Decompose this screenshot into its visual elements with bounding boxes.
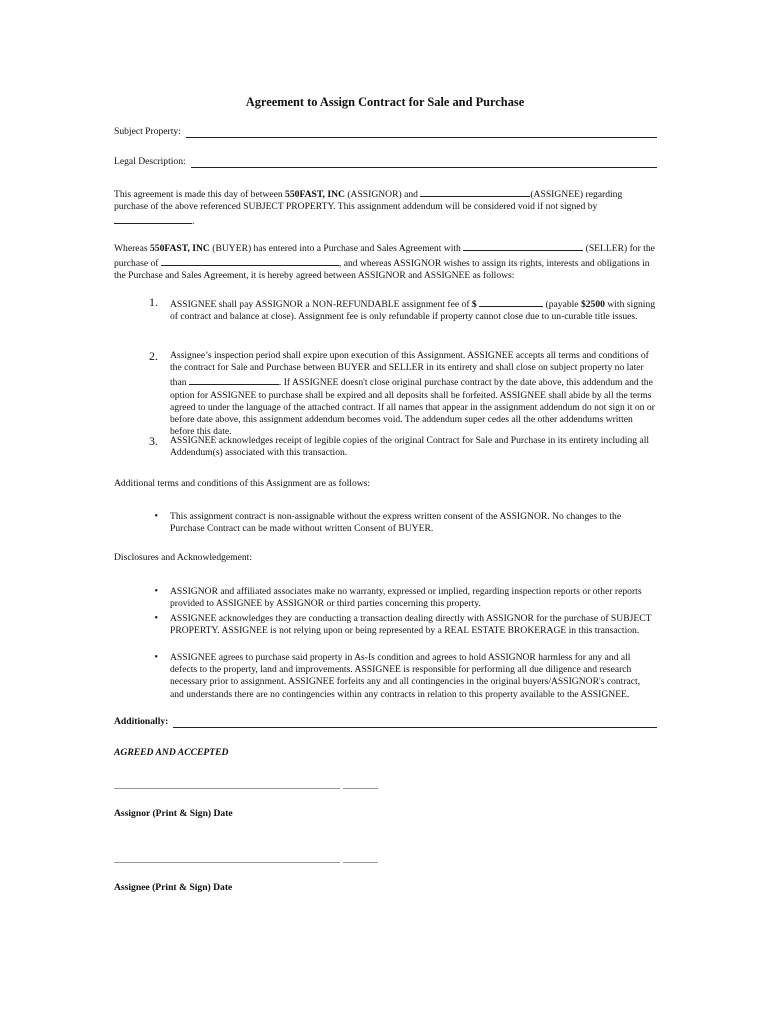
company-name: 550FAST, INC <box>149 243 210 254</box>
agreed-accepted-heading: AGREED AND ACCEPTED <box>114 747 229 758</box>
assignor-date-line[interactable] <box>343 788 378 789</box>
subject-property-field[interactable] <box>114 126 657 138</box>
item-number: 2. <box>149 349 158 363</box>
bullet-icon: • <box>154 511 158 522</box>
assignee-name-blank[interactable] <box>420 186 530 197</box>
additional-terms-heading: Additional terms and conditions of this Assignment are as follows: <box>114 478 371 489</box>
item-number: 1. <box>149 295 158 309</box>
sign-by-date-blank[interactable] <box>114 213 192 224</box>
legal-description-field[interactable] <box>114 156 657 168</box>
term-item-2: 2. Assignee’s inspection period shall expire upon execution of this Assignment. ASSIGNEE accepts all terms and conditions of the contract for Sale and Purchase between BUYER and SELLER in its entirety and shall close on subject property no later than . If ASSIGNEE doesn't close original purchase contract by the date above, this addendum and the option for ASSIGNEE to purchase shall be expired and all deposits shall be forfeited. ASSIGNEE shall abide by all the terms agreed to under the language of the attached contract. If all names that appear in the assignment addendum do not sign it on or before date above, this assignment addendum becomes void. The addendum super cedes all the other addendums written before this date. <box>114 350 656 438</box>
document-title: Agreement to Assign Contract for Sale and Purchase <box>245 95 525 109</box>
bullet-icon: • <box>154 652 158 663</box>
disclosures-heading: Disclosures and Acknowledgement: <box>114 552 253 563</box>
additionally-label: Additionally: <box>114 716 169 727</box>
close-by-date-blank[interactable] <box>189 374 279 385</box>
term-item-1: 1. ASSIGNEE shall pay ASSIGNOR a NON-REFUNDABLE assignment fee of $ (payable $2500 with signing of contract and balance at close). Assignment fee is only refundable if property cannot close due to un-curable title issues. <box>114 296 656 323</box>
additionally-input-line[interactable] <box>173 716 657 728</box>
term-item-3: 3. ASSIGNEE acknowledges receipt of legible copies of the original Contract for Sale and Purchase in its entirety including all Addendum(s) associated with this transaction. <box>114 435 656 459</box>
subject-property-label: Subject Property: <box>114 126 181 137</box>
disclosure-item-3: • ASSIGNEE agrees to purchase said property in As-Is condition and agrees to hold ASSIGNOR harmless for any and all defects to the property, land and improvements. ASSIGNEE is responsible for performing all due diligence and research necessary prior to assignment. ASSIGNEE forfeits any and all contingencies in the original buyers/ASSIGNOR's contract, and understands there are no contingencies within any contracts in relation to this property available to the ASSIGNEE. <box>114 652 656 701</box>
company-name: 550FAST, INC <box>285 189 345 200</box>
additional-term-1: • This assignment contract is non-assignable without the express written consent of the ASSIGNOR. No changes to the Purchase Contract can be made without written Consent of BUYER. <box>114 511 656 535</box>
subject-property-input-line[interactable] <box>186 126 657 138</box>
additionally-field[interactable] <box>114 716 657 728</box>
seller-name-blank[interactable] <box>463 240 583 251</box>
purchase-of-blank[interactable] <box>161 255 339 266</box>
disclosure-item-1: • ASSIGNOR and affiliated associates make no warranty, expressed or implied, regarding inspection reports or other reports provided to ASSIGNEE by ASSIGNOR or third parties concerning this property. <box>114 586 656 610</box>
intro-paragraph: This agreement is made this day of between 550FAST, INC (ASSIGNOR) and (ASSIGNEE) regarding purchase of the above referenced SUBJECT PROPERTY. This assignment addendum will be considered void if not signed by. <box>114 186 656 229</box>
legal-description-label: Legal Description: <box>114 156 186 167</box>
bullet-icon: • <box>154 613 158 624</box>
assignor-signature-line[interactable] <box>114 788 340 789</box>
whereas-paragraph: Whereas 550FAST, INC (BUYER) has entered into a Purchase and Sales Agreement with (SELLER) for the purchase of , and whereas ASSIGNOR wishes to assign its rights, interests and obligations in the Purchase and Sales Agreement, it is hereby agreed between ASSIGNOR and ASSIGNEE as follows: <box>114 240 656 283</box>
legal-description-input-line[interactable] <box>191 156 657 168</box>
item-number: 3. <box>149 434 158 448</box>
assignment-fee-blank[interactable] <box>479 296 543 307</box>
assignee-signature-line[interactable] <box>114 862 340 863</box>
assignor-signature-label: Assignor (Print & Sign) Date <box>114 808 233 819</box>
assignee-date-line[interactable] <box>343 862 378 863</box>
deposit-amount: $2500 <box>580 299 605 310</box>
disclosure-item-2: • ASSIGNEE acknowledges they are conducting a transaction dealing directly with ASSIGNOR for the purchase of SUBJECT PROPERTY. ASSIGNEE is not relying upon or being represented by a REAL ESTATE BROKERAGE in this transaction. <box>114 613 656 637</box>
bullet-icon: • <box>154 586 158 597</box>
assignee-signature-label: Assignee (Print & Sign) Date <box>114 882 233 893</box>
